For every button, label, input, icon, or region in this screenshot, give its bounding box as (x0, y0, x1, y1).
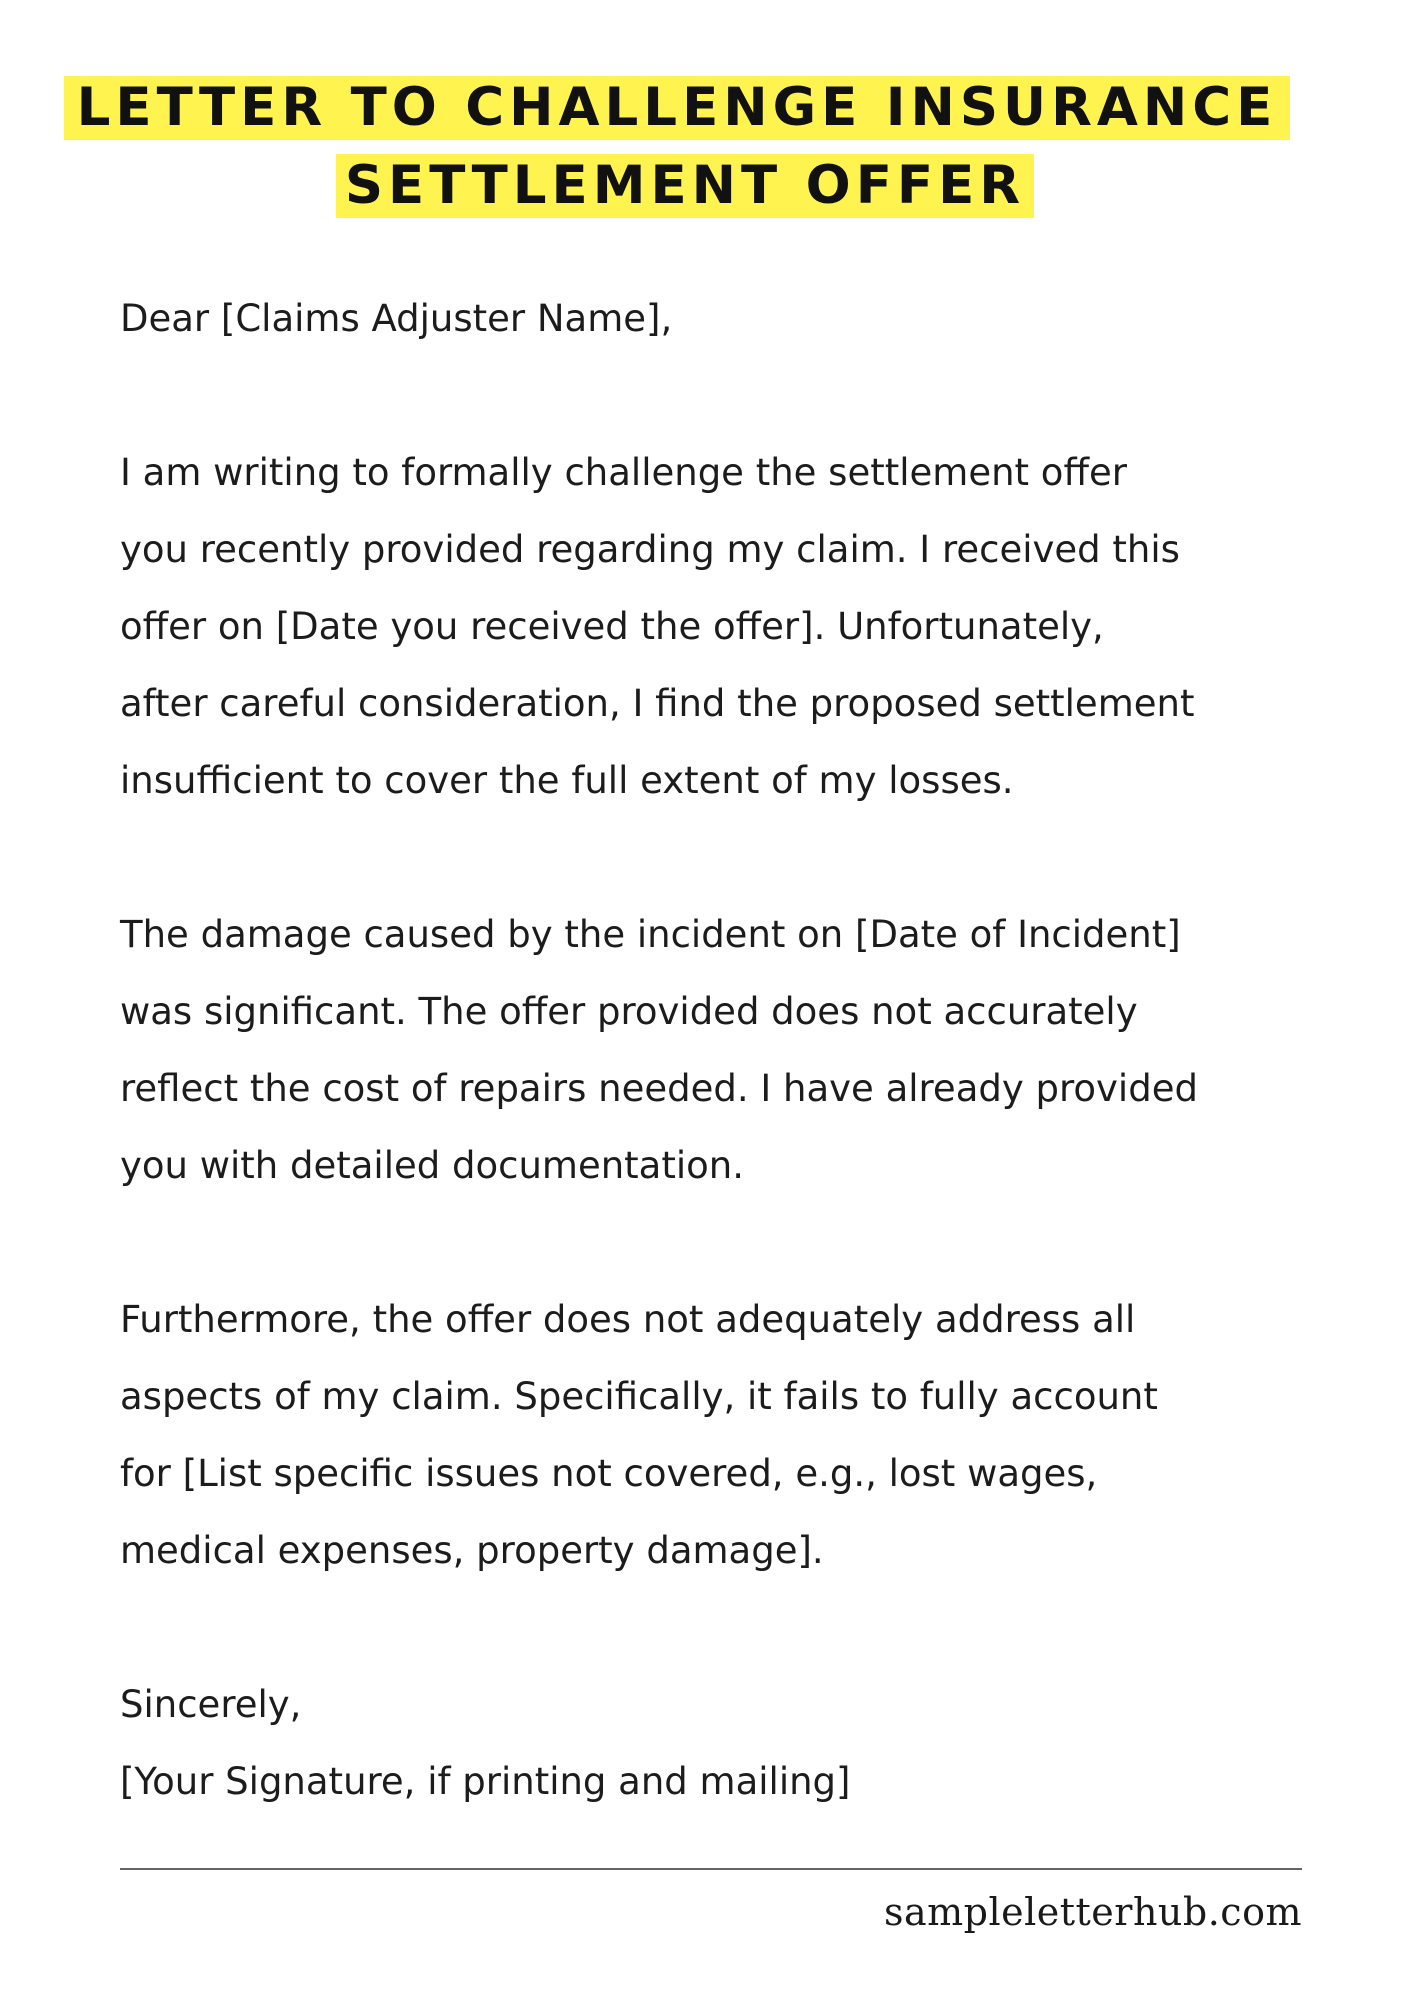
paragraph-line: insufficient to cover the full extent of my losses. (120, 759, 1014, 802)
paragraph-line: you with detailed documentation. (120, 1144, 744, 1187)
closing-text: Sincerely, (120, 1683, 302, 1726)
paragraph-line: you recently provided regarding my claim. I received this (120, 528, 1180, 571)
paragraph-3 (120, 1281, 1360, 1589)
paragraph-line: reflect the cost of repairs needed. I have already provided (120, 1067, 1198, 1110)
footer-site-name: sampleletterhub.com (883, 1890, 1302, 1934)
closing-block (120, 1666, 1360, 1820)
footer-divider (120, 1868, 1302, 1870)
salutation-text: Dear [Claims Adjuster Name], (120, 297, 673, 340)
paragraph-line: was significant. The offer provided does not accurately (120, 990, 1138, 1033)
letter-body (120, 280, 1360, 1820)
salutation (120, 280, 1360, 357)
signature-placeholder: [Your Signature, if printing and mailing] (120, 1760, 851, 1803)
paragraph-line: for [List specific issues not covered, e.g., lost wages, (120, 1452, 1098, 1495)
paragraph-line: The damage caused by the incident on [Date of Incident] (120, 913, 1181, 956)
paragraph-line: offer on [Date you received the offer]. Unfortunately, (120, 605, 1104, 648)
paragraph-line: medical expenses, property damage]. (120, 1529, 824, 1572)
paragraph-2 (120, 896, 1360, 1204)
paragraph-line: aspects of my claim. Specifically, it fails to fully account (120, 1375, 1158, 1418)
paragraph-1 (120, 434, 1360, 819)
paragraph-line: I am writing to formally challenge the settlement offer (120, 451, 1127, 494)
paragraph-line: after careful consideration, I find the proposed settlement (120, 682, 1195, 725)
title-line-1: LETTER TO CHALLENGE INSURANCE (64, 76, 1290, 140)
title-line-2: SETTLEMENT OFFER (336, 154, 1034, 218)
paragraph-line: Furthermore, the offer does not adequately address all (120, 1298, 1136, 1341)
